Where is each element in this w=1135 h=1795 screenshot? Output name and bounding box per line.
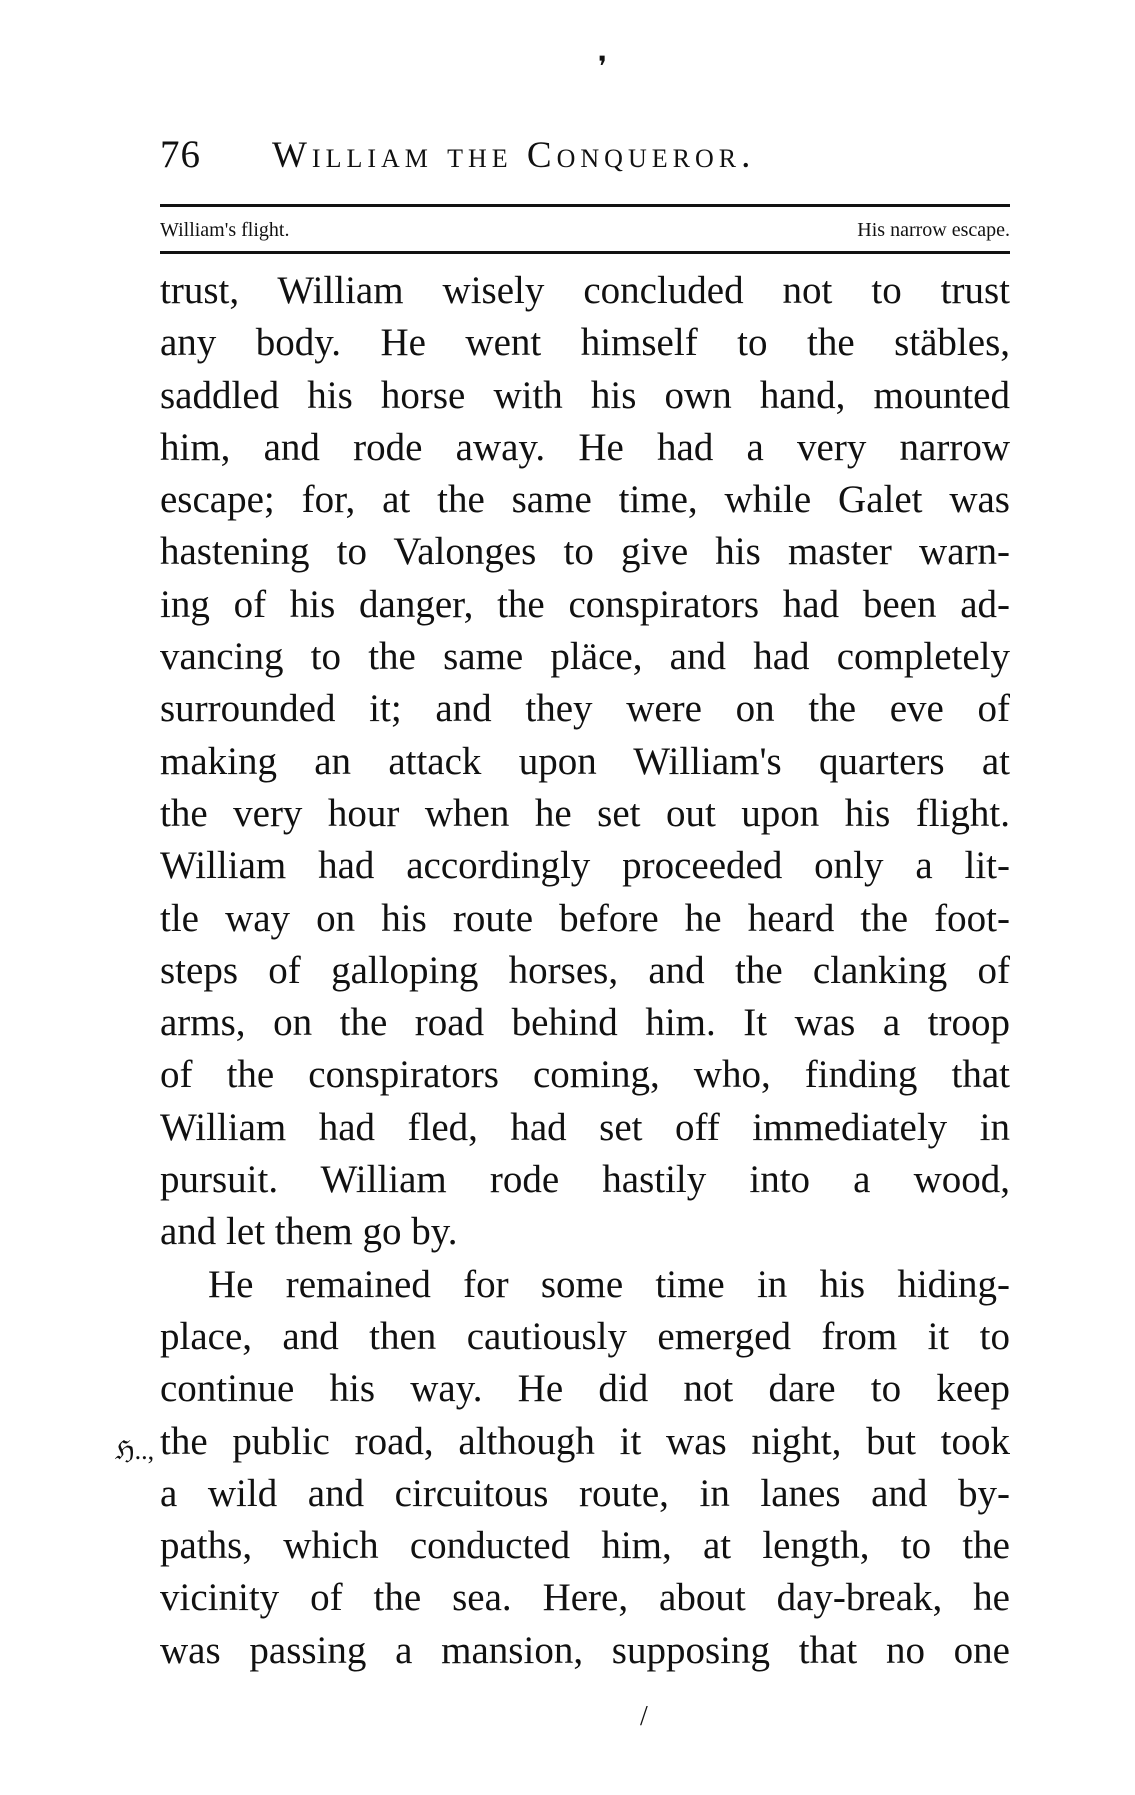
running-title: William the Conqueror.: [272, 135, 756, 176]
body-line: pursuit. William rode hastily into a wood,: [160, 1158, 1010, 1202]
body-line: vicinity of the sea. Here, about day-break, he: [160, 1576, 1010, 1620]
body-line: vancing to the same pläce, and had completely: [160, 635, 1010, 679]
body-line: William had fled, had set off immediately in: [160, 1105, 1010, 1149]
body-line: ing of his danger, the conspirators had been ad-: [160, 582, 1010, 626]
body-line: trust, William wisely concluded not to trust: [160, 269, 1010, 312]
body-line: him, and rode away. He had a very narrow: [160, 425, 1010, 469]
body-line: arms, on the road behind him. It was a troop: [160, 1001, 1010, 1045]
body-line: place, and then cautiously emerged from it to: [160, 1314, 1010, 1358]
body-line: surrounded it; and they were on the eve of: [160, 687, 1010, 731]
body-line: of the conspirators coming, who, finding that: [160, 1053, 1010, 1097]
page-number: 76: [160, 133, 201, 176]
subhead-left: William's flight.: [160, 219, 290, 241]
body-line: any body. He went himself to the stäbles,: [160, 321, 1010, 365]
body-line: was passing a mansion, supposing that no one: [160, 1628, 1010, 1672]
body-line: hastening to Valonges to give his master warn-: [160, 530, 1010, 574]
body-text: [160, 265, 1010, 1677]
body-line: the very hour when he set out upon his flight.: [160, 791, 1010, 835]
ink-mark-top: ❜: [598, 52, 608, 83]
body-line: continue his way. He did not dare to keep: [160, 1367, 1010, 1411]
page-header: [160, 132, 1010, 192]
header-rule-top: [160, 204, 1010, 207]
header-rule-bottom: [160, 251, 1010, 254]
body-line: the public road, although it was night, but took: [160, 1419, 1010, 1463]
body-line: making an attack upon William's quarters at: [160, 739, 1010, 783]
body-line: William had accordingly proceeded only a lit-: [160, 844, 1010, 888]
subhead-right: His narrow escape.: [857, 219, 1010, 241]
subhead-bar: [160, 214, 1010, 246]
ink-mark-left: ℌ..,: [115, 1436, 155, 1465]
body-line: escape; for, at the same time, while Galet was: [160, 478, 1010, 522]
body-line: steps of galloping horses, and the clanking of: [160, 948, 1010, 992]
body-line: tle way on his route before he heard the foot-: [160, 896, 1010, 940]
body-line: He remained for some time in his hiding-: [208, 1262, 1010, 1306]
body-line: paths, which conducted him, at length, to the: [160, 1524, 1010, 1568]
body-line: saddled his horse with his own hand, mounted: [160, 373, 1010, 417]
ink-mark-bottom: /: [640, 1701, 648, 1732]
body-line: a wild and circuitous route, in lanes and by-: [160, 1471, 1010, 1515]
body-line: and let them go by.: [160, 1210, 458, 1254]
